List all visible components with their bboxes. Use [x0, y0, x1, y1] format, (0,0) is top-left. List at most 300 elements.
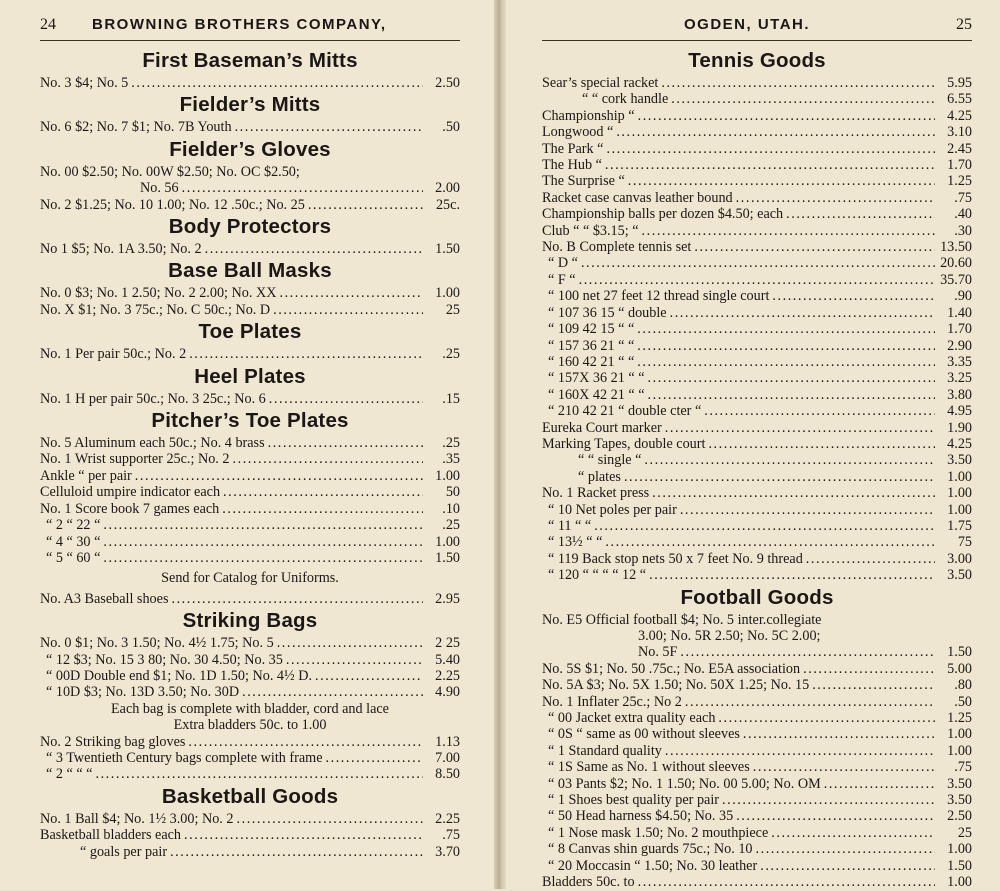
dot-leader — [648, 370, 935, 386]
section-heading: Toe Plates — [198, 320, 302, 344]
dot-leader — [579, 272, 935, 288]
item-price: 1.00 — [947, 726, 972, 743]
item-text: “ 120 “ “ “ “ 12 “ — [548, 567, 647, 584]
price-row — [542, 534, 972, 550]
item-text: “ 2 “ “ “ — [46, 766, 93, 783]
item-text: Club “ “ $3.15; “ — [542, 222, 639, 239]
item-text: No. 5 Aluminum each 50c.; No. 4 brass — [40, 435, 265, 452]
item-price: 1.00 — [947, 485, 972, 502]
price-row — [542, 469, 972, 485]
price-row — [40, 197, 460, 213]
price-row — [542, 551, 972, 567]
dot-leader — [277, 635, 423, 651]
price-row — [40, 635, 460, 651]
item-text: Championship “ — [542, 107, 635, 124]
left-page — [0, 0, 494, 889]
item-text: “ plates — [578, 468, 621, 485]
dot-leader — [594, 518, 935, 534]
dot-leader — [131, 75, 423, 91]
dot-leader — [665, 420, 935, 436]
item-text: “ 3 Twentieth Century bags complete with frame — [46, 749, 323, 766]
item-text: “ 10D $3; No. 13D 3.50; No. 30D — [46, 684, 240, 701]
dot-leader — [616, 124, 935, 140]
price-row — [542, 288, 972, 304]
price-row — [542, 354, 972, 370]
dot-leader — [606, 141, 935, 157]
item-price: 2.50 — [435, 75, 460, 91]
price-row — [40, 451, 460, 467]
dot-leader — [103, 550, 423, 566]
item-price: 3.50 — [947, 792, 972, 809]
price-row — [542, 157, 972, 173]
price-row — [542, 710, 972, 726]
item-text: Ankle “ per pair — [40, 467, 132, 484]
dot-leader — [661, 75, 935, 91]
item-text: Marking Tapes, double court — [542, 435, 706, 452]
price-row — [40, 517, 460, 533]
dot-leader — [189, 346, 423, 362]
section-heading: Fielder’s Gloves — [169, 137, 331, 161]
catalog-note: Send for Catalog for Uniforms. — [161, 570, 339, 587]
item-price: 75 — [957, 534, 972, 551]
dot-leader — [637, 338, 935, 354]
item-text: “ 12 $3; No. 15 3 80; No. 30 4.50; No. 35 — [46, 651, 283, 668]
item-text: Eureka Court marker — [542, 419, 662, 436]
price-row — [542, 452, 972, 468]
item-price: 6.55 — [947, 91, 972, 108]
item-text: “ 119 Back stop nets 50 x 7 feet No. 9 thread — [548, 550, 803, 567]
right-running-head — [542, 10, 972, 41]
item-price: 1.00 — [947, 841, 972, 858]
price-row — [40, 435, 460, 451]
price-row — [542, 694, 972, 710]
dot-leader — [694, 239, 935, 255]
dot-leader — [812, 677, 935, 693]
item-price: 1.00 — [947, 501, 972, 518]
item-text: “ 2 “ 22 “ — [46, 517, 101, 534]
price-row — [40, 550, 460, 566]
item-price: 25c. — [435, 196, 460, 213]
price-row — [542, 808, 972, 824]
item-price: 4.25 — [947, 107, 972, 124]
dot-leader — [685, 694, 935, 710]
section-heading: Fielder’s Mitts — [179, 93, 321, 117]
item-text: “ 00 Jacket extra quality each — [548, 710, 716, 727]
section-heading: Basketball Goods — [161, 784, 339, 808]
dot-leader — [722, 792, 935, 808]
dot-leader — [605, 157, 935, 173]
item-text: “ 107 36 15 “ double — [548, 304, 667, 321]
item-price: 3.10 — [947, 124, 972, 141]
item-text: No. 6 $2; No. 7 $1; No. 7B Youth — [40, 119, 232, 136]
dot-leader — [235, 119, 423, 135]
price-row — [542, 206, 972, 222]
item-price: 1.00 — [947, 742, 972, 759]
price-row — [40, 844, 460, 860]
item-text: No. 5F — [638, 644, 678, 661]
item-price: .80 — [954, 677, 972, 694]
item-text: “ 13½ “ “ — [548, 534, 603, 551]
item-price: 1.25 — [947, 173, 972, 190]
price-row — [40, 302, 460, 318]
item-price: 5.00 — [947, 660, 972, 677]
dot-leader — [279, 285, 423, 301]
item-text: “ D “ — [548, 255, 578, 272]
section-heading: Base Ball Masks — [168, 259, 332, 283]
item-price: 1.75 — [947, 517, 972, 534]
item-text: “ 20 Moccasin “ 1.50; No. 30 leather — [548, 857, 758, 874]
item-price: 1.00 — [435, 533, 460, 550]
item-price: 3.80 — [947, 386, 972, 403]
right-page-number: 25 — [956, 16, 972, 33]
dot-leader — [642, 223, 935, 239]
price-row — [40, 684, 460, 700]
dot-leader — [704, 403, 935, 419]
price-row — [542, 420, 972, 436]
price-row — [542, 502, 972, 518]
book-gutter — [494, 0, 506, 889]
dot-leader — [273, 302, 423, 318]
price-row — [542, 403, 972, 419]
dot-leader — [638, 874, 935, 890]
left-page-number: 24 — [40, 16, 56, 33]
item-text: “ 160 42 21 “ “ — [548, 353, 635, 370]
item-price: .40 — [954, 206, 972, 223]
dot-leader — [182, 180, 423, 196]
price-row — [542, 841, 972, 857]
price-row — [40, 827, 460, 843]
left-catalog-body — [40, 47, 460, 860]
section-heading: First Baseman’s Mitts — [142, 49, 358, 72]
dot-leader — [648, 387, 935, 403]
item-price: 5.40 — [435, 651, 460, 668]
item-price: 3.50 — [947, 775, 972, 792]
right-catalog-body — [542, 47, 972, 891]
item-text: Basketball bladders each — [40, 827, 182, 844]
section-heading: Heel Plates — [194, 364, 306, 388]
item-text: “ 00D Double end $1; No. 1D 1.50; No. 4½ D. — [46, 667, 312, 684]
item-price: 25 — [445, 301, 460, 318]
item-text: “ 109 42 15 “ “ — [548, 321, 635, 338]
item-price: .50 — [442, 119, 460, 136]
item-price: 1.50 — [435, 549, 460, 566]
dot-leader — [753, 759, 935, 775]
item-price: 1.50 — [435, 241, 460, 258]
section-heading: Football Goods — [680, 585, 834, 609]
item-text: “ goals per pair — [80, 843, 168, 860]
item-price: 25 — [957, 824, 972, 841]
price-row — [542, 644, 972, 660]
item-text: “ 10 Net poles per pair — [548, 501, 677, 518]
catalog-note: Extra bladders 50c. to 1.00 — [173, 717, 327, 734]
item-price: .25 — [442, 435, 460, 452]
item-price: 3.70 — [435, 843, 460, 860]
price-row — [542, 272, 972, 288]
price-row — [542, 370, 972, 386]
dot-leader — [103, 534, 423, 550]
item-text: Racket case canvas leather bound — [542, 189, 733, 206]
item-price: 2.00 — [435, 180, 460, 197]
item-price: 3.35 — [947, 353, 972, 370]
item-price: 1.00 — [435, 285, 460, 302]
item-text: 3.00; No. 5R 2.50; No. 5C 2.00; — [638, 628, 821, 644]
dot-leader — [680, 644, 935, 660]
price-row — [542, 436, 972, 452]
item-price: 2.45 — [947, 140, 972, 157]
dot-leader — [665, 743, 935, 759]
price-row — [542, 518, 972, 534]
price-row — [40, 750, 460, 766]
item-text: “ “ cork handle — [582, 91, 669, 108]
item-text: No. A3 Baseball shoes — [40, 590, 169, 607]
item-text: No. 1 H per pair 50c.; No. 3 25c.; No. 6 — [40, 390, 266, 407]
item-price: 2 25 — [435, 635, 460, 652]
price-row — [40, 501, 460, 517]
item-text: The Park “ — [542, 140, 604, 157]
item-text: No. 5S $1; No. 50 .75c.; No. E5A association — [542, 660, 801, 677]
price-row — [542, 743, 972, 759]
price-row — [40, 811, 460, 827]
dot-leader — [222, 501, 423, 517]
dot-leader — [771, 825, 935, 841]
item-text: No. 1 Ball $4; No. 1½ 3.00; No. 2 — [40, 810, 234, 827]
item-text: The Hub “ — [542, 157, 602, 174]
price-row — [542, 75, 972, 91]
dot-leader — [188, 734, 423, 750]
item-price: 2.25 — [435, 810, 460, 827]
right-page — [506, 0, 1000, 889]
item-price: 2.50 — [947, 808, 972, 825]
item-text: No. 00 $2.50; No. 00W $2.50; No. OC $2.50; — [40, 163, 300, 180]
dot-leader — [205, 241, 423, 257]
item-price: 1.50 — [947, 644, 972, 661]
dot-leader — [184, 827, 423, 843]
price-row — [542, 485, 972, 501]
item-price: 1.70 — [947, 321, 972, 338]
price-row — [542, 858, 972, 874]
item-text: No. 56 — [140, 180, 179, 197]
price-row — [40, 534, 460, 550]
item-price: 1.25 — [947, 710, 972, 727]
item-text: “ 50 Head harness $4.50; No. 35 — [548, 808, 734, 825]
price-row — [40, 75, 460, 91]
dot-leader — [242, 684, 423, 700]
item-price: .75 — [954, 189, 972, 206]
price-row — [40, 391, 460, 407]
price-row — [542, 677, 972, 693]
item-price: 4.25 — [947, 435, 972, 452]
item-text: No. 3 $4; No. 5 — [40, 75, 129, 91]
item-price: .30 — [954, 222, 972, 239]
item-price: 3.50 — [947, 452, 972, 469]
item-text: “ 03 Pants $2; No. 1 1.50; No. 00 5.00; No. OM — [548, 775, 821, 792]
item-price: .15 — [442, 390, 460, 407]
dot-leader — [718, 710, 935, 726]
item-text: No 1 $5; No. 1A 3.50; No. 2 — [40, 241, 202, 258]
dot-leader — [135, 468, 423, 484]
item-price: 7.00 — [435, 749, 460, 766]
price-row — [542, 223, 972, 239]
item-text: No. 1 Inflater 25c.; No 2 — [542, 693, 682, 710]
item-text: “ 1 Standard quality — [548, 742, 662, 759]
item-text: No. 2 $1.25; No. 10 1.00; No. 12 .50c.; No. 25 — [40, 196, 305, 213]
item-text: No. 1 Wrist supporter 25c.; No. 2 — [40, 451, 230, 468]
dot-leader — [671, 91, 935, 107]
dot-leader — [680, 502, 935, 518]
dot-leader — [786, 206, 935, 222]
left-header-title: BROWNING BROTHERS COMPANY, — [92, 16, 387, 33]
dot-leader — [760, 858, 935, 874]
price-row — [542, 108, 972, 124]
item-text: “ 160X 42 21 “ “ — [548, 386, 645, 403]
item-text: “ 4 “ 30 “ — [46, 533, 101, 550]
price-row — [40, 241, 460, 257]
item-price: 1.00 — [947, 468, 972, 485]
item-price: .90 — [954, 288, 972, 305]
item-price: .75 — [442, 827, 460, 844]
price-row — [542, 173, 972, 189]
dot-leader — [237, 811, 424, 827]
item-text: No. E5 Official football $4; No. 5 inter.collegiate — [542, 611, 822, 628]
dot-leader — [670, 305, 935, 321]
price-row — [542, 726, 972, 742]
price-row — [40, 346, 460, 362]
item-price: 50 — [445, 484, 460, 501]
item-price: .50 — [954, 693, 972, 710]
price-row — [542, 91, 972, 107]
item-price: 3.25 — [947, 370, 972, 387]
item-text: “ 100 net 27 feet 12 thread single court — [548, 288, 770, 305]
item-text: “ 157 36 21 “ “ — [548, 337, 635, 354]
section-heading: Striking Bags — [182, 609, 318, 633]
item-price: 5.95 — [947, 75, 972, 91]
item-text: Longwood “ — [542, 124, 614, 141]
left-running-head — [40, 10, 460, 41]
item-price: 8.50 — [435, 766, 460, 783]
item-price: 1.00 — [435, 467, 460, 484]
item-price: 35.70 — [940, 271, 972, 288]
dot-leader — [326, 750, 423, 766]
item-text: “ 1 Nose mask 1.50; No. 2 mouthpiece — [548, 824, 769, 841]
section-heading: Pitcher’s Toe Plates — [151, 409, 349, 433]
dot-leader — [652, 485, 935, 501]
item-price: 1.90 — [947, 419, 972, 436]
dot-leader — [708, 436, 935, 452]
dot-leader — [269, 391, 423, 407]
item-text: No. B Complete tennis set — [542, 239, 692, 256]
item-price: 4.90 — [435, 684, 460, 701]
price-row — [542, 124, 972, 140]
dot-leader — [628, 173, 935, 189]
price-row — [40, 766, 460, 782]
item-text: Bladders 50c. to — [542, 874, 635, 891]
item-text: No. 1 Per pair 50c.; No. 2 — [40, 346, 187, 363]
dot-leader — [756, 841, 935, 857]
item-text: No. 5A $3; No. 5X 1.50; No. 50X 1.25; No. 15 — [542, 677, 810, 694]
price-row — [542, 387, 972, 403]
item-price: .35 — [442, 451, 460, 468]
item-text: “ 210 42 21 “ double cter “ — [548, 403, 702, 420]
section-heading: Body Protectors — [168, 215, 332, 239]
price-row — [40, 468, 460, 484]
dot-leader — [644, 452, 935, 468]
item-price: 3.00 — [947, 550, 972, 567]
dot-leader — [308, 197, 423, 213]
right-header-title: OGDEN, UTAH. — [684, 16, 811, 33]
price-row — [542, 338, 972, 354]
price-row — [542, 612, 972, 628]
item-text: No. 0 $3; No. 1 2.50; No. 2 2.00; No. XX — [40, 285, 277, 302]
price-row — [542, 239, 972, 255]
item-price: 3.50 — [947, 567, 972, 584]
item-price: 2.25 — [435, 667, 460, 684]
price-row — [542, 190, 972, 206]
price-row — [542, 567, 972, 583]
item-text: Sear’s special racket — [542, 75, 659, 91]
dot-leader — [772, 288, 935, 304]
price-row — [542, 305, 972, 321]
item-price: .75 — [954, 759, 972, 776]
item-price: 4.95 — [947, 403, 972, 420]
item-text: “ 157X 36 21 “ “ — [548, 370, 645, 387]
price-row — [40, 119, 460, 135]
item-text: “ 11 “ “ — [548, 517, 592, 534]
item-text: No. 2 Striking bag gloves — [40, 733, 186, 750]
dot-leader — [581, 255, 935, 271]
item-text: No. 1 Racket press — [542, 485, 650, 502]
price-row — [40, 180, 460, 196]
price-row — [40, 734, 460, 750]
item-text: No. 1 Score book 7 games each — [40, 500, 220, 517]
price-row — [542, 776, 972, 792]
dot-leader — [803, 661, 935, 677]
price-row — [542, 661, 972, 677]
price-row — [40, 484, 460, 500]
item-text: “ “ single “ — [578, 452, 642, 469]
price-row — [542, 874, 972, 890]
dot-leader — [736, 808, 935, 824]
item-price: .25 — [442, 517, 460, 534]
price-row — [542, 255, 972, 271]
dot-leader — [103, 517, 423, 533]
catalog-note: Each bag is complete with bladder, cord and lace — [111, 700, 389, 717]
dot-leader — [315, 668, 423, 684]
dot-leader — [743, 726, 935, 742]
item-text: No. 0 $1; No. 3 1.50; No. 4½ 1.75; No. 5 — [40, 635, 274, 652]
item-price: 1.40 — [947, 304, 972, 321]
item-text: The Surprise “ — [542, 173, 625, 190]
price-row — [40, 668, 460, 684]
item-text: “ 8 Canvas shin guards 75c.; No. 10 — [548, 841, 753, 858]
dot-leader — [624, 469, 935, 485]
price-row — [542, 321, 972, 337]
price-row — [40, 591, 460, 607]
price-row — [542, 759, 972, 775]
item-text: “ 0S “ same as 00 without sleeves — [548, 726, 740, 743]
item-price: 1.70 — [947, 157, 972, 174]
dot-leader — [638, 108, 935, 124]
item-text: “ 1S Same as No. 1 without sleeves — [548, 759, 750, 776]
dot-leader — [95, 766, 423, 782]
item-text: Celluloid umpire indicator each — [40, 484, 221, 501]
dot-leader — [268, 435, 423, 451]
item-price: 1.13 — [435, 733, 460, 750]
dot-leader — [637, 354, 935, 370]
dot-leader — [605, 534, 935, 550]
item-text: No. X $1; No. 3 75c.; No. C 50c.; No. D — [40, 301, 271, 318]
section-heading: Tennis Goods — [688, 49, 826, 72]
item-price: 13.50 — [940, 239, 972, 256]
